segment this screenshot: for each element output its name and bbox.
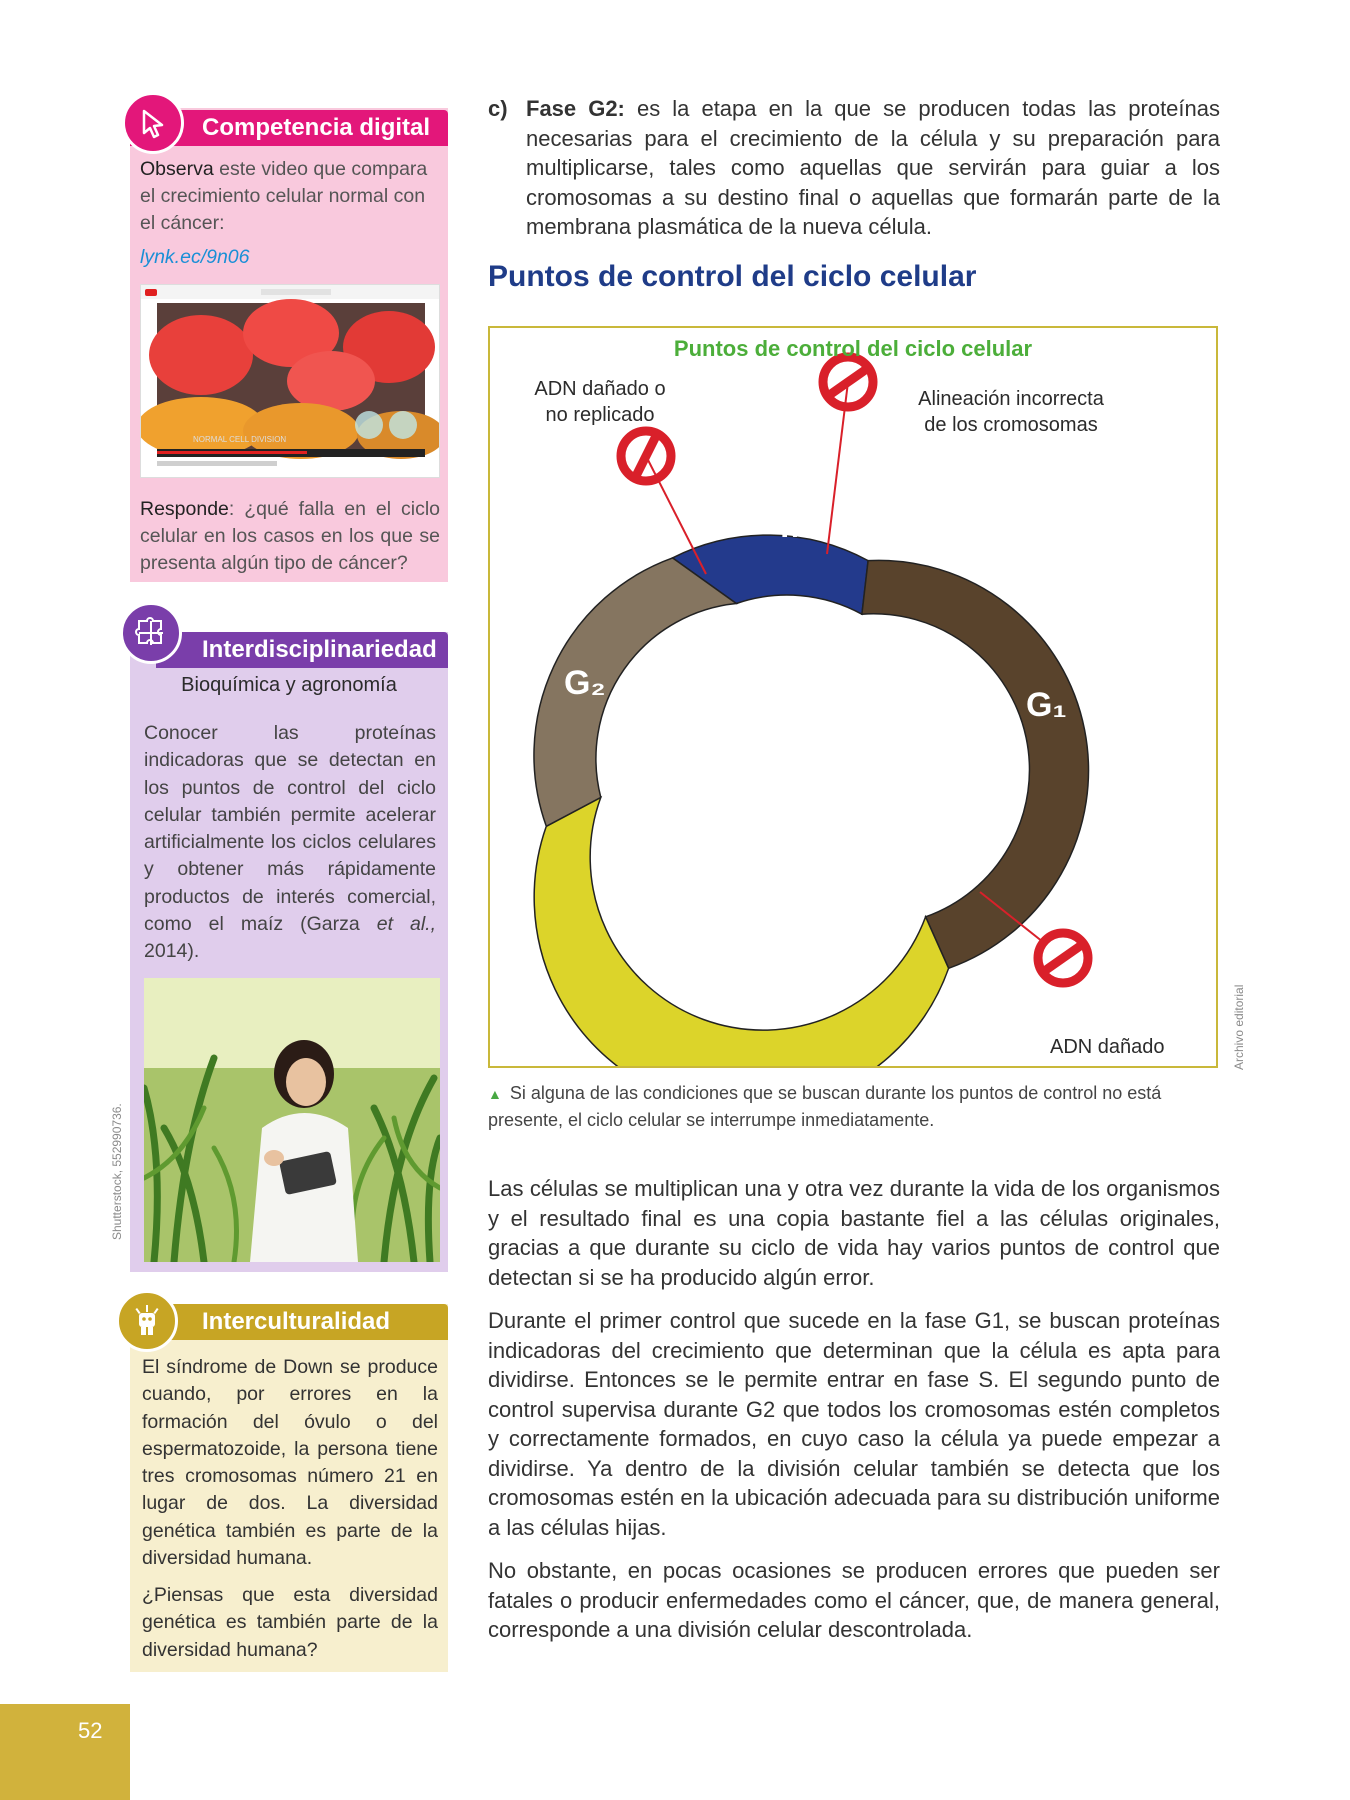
competencia-digital-title: Competencia digital xyxy=(202,114,431,141)
interdisciplinariedad-title: Interdisciplinariedad xyxy=(202,636,437,663)
stop-icon-g2 xyxy=(621,431,671,481)
interculturalidad-header xyxy=(150,1304,448,1340)
phase-label-s: S xyxy=(724,968,747,1006)
prompt-label: Responde xyxy=(140,498,229,520)
phase-label-g2: G₂ xyxy=(564,664,606,702)
checkpoint-g2-label xyxy=(530,376,670,428)
stop-icon-m xyxy=(823,357,873,407)
cursor-icon xyxy=(122,92,184,154)
intro-bold: Observa xyxy=(140,158,214,180)
fase-g2-bold: Fase G2: xyxy=(526,96,625,121)
video-caption: NORMAL CELL DIVISION xyxy=(193,435,287,444)
page-number-strip xyxy=(0,1704,130,1800)
fase-g2-item xyxy=(488,94,1220,242)
section-title: Puntos de control del ciclo celular xyxy=(488,260,977,293)
phase-g1-segment xyxy=(862,560,1089,968)
caption-triangle-icon: ▲ xyxy=(488,1086,502,1102)
stop-icon-g1 xyxy=(1038,933,1088,983)
page-number: 52 xyxy=(78,1718,103,1743)
checkpoint-g2-line2: no replicado xyxy=(545,404,655,426)
paragraph-2: Durante el primer control que sucede en la fase G1, se buscan proteínas indicadoras del crecimiento que determinan que la célula es apta para dividirse. Entonces se le permite entrar en fase S. El segundo punto de control supervisa durante G2 que todos los cromosomas estén completos y correctamente formados, en cuyo caso la célula ya puede empezar a dividirse. Ya dentro de la división celular también se detecta que los cromosomas estén en la ubicación adecuada para su distribución uniforme a las células hijas. xyxy=(488,1308,1220,1540)
competencia-digital-box xyxy=(130,108,448,582)
interdisciplinariedad-text xyxy=(144,720,436,966)
checkpoint-m-label xyxy=(886,386,1136,438)
interculturalidad-title: Interculturalidad xyxy=(202,1308,391,1335)
photo-credit: Shutterstock, 552990736. xyxy=(110,1103,124,1240)
inter-text-b: 2014). xyxy=(144,940,200,963)
fase-g2-body xyxy=(526,94,1220,242)
inter-text-italic: et al., xyxy=(376,913,436,936)
phase-s-segment xyxy=(534,797,948,1066)
cell-cycle-checkpoint-diagram xyxy=(488,326,1218,1068)
scientist-cornfield-photo xyxy=(144,978,440,1262)
paragraph-1: Las células se multiplican una y otra vez durante la vida de los organismos y el resultado final es una copia bastante fiel a las células originales, gracias a que durante su ciclo de vida hay varios puntos de control que detectan si se ha producido algún error. xyxy=(488,1176,1220,1290)
interdisciplinariedad-box xyxy=(130,632,448,1272)
caption-text: Si alguna de las condiciones que se buscan durante los puntos de control no está presente, el ciclo celular se interrumpe inmediatamente. xyxy=(488,1083,1162,1130)
competencia-digital-intro xyxy=(140,156,440,237)
figure-title: Puntos de control del ciclo celular xyxy=(673,336,1033,361)
phase-label-g1: G₁ xyxy=(1026,686,1067,724)
people-icon xyxy=(116,1290,178,1352)
figure-credit: Archivo editorial xyxy=(1232,984,1246,1070)
phase-label-m: M xyxy=(780,504,810,545)
figure-caption xyxy=(488,1080,1208,1133)
video-thumbnail[interactable] xyxy=(140,284,440,478)
interculturalidad-box xyxy=(130,1304,448,1672)
interculturalidad-question: ¿Piensas que esta diversidad genética es también parte de la diversidad humana? xyxy=(142,1584,438,1661)
inter-text-a: Conocer las proteínas indicadoras que se detectan en los puntos de control del ciclo celular también permite acelerar artificialmente los ciclos celulares y obtener más rápidamente productos de interés comercial, como el maíz (Garza xyxy=(144,722,436,936)
fase-g2-text: es la etapa en la que se producen todas las proteínas necesarias para el crecimiento de la célula y su preparación para multiplicarse, tales como aquellas que servirán para guiar a los cromosomas a su destino final o aquellas que formarán parte de la membrana plasmática de la nueva célula. xyxy=(526,96,1220,239)
interdisciplinariedad-header xyxy=(156,632,448,668)
interdisciplinariedad-subtitle: Bioquímica y agronomía xyxy=(181,674,397,696)
checkpoint-m-line1: Alineación incorrecta xyxy=(918,388,1104,410)
competencia-digital-prompt xyxy=(140,496,440,577)
checkpoint-g2-line1: ADN dañado o xyxy=(534,378,666,400)
prompt-rest: : ¿qué falla en el ciclo celular en los casos en los que se presenta algún tipo de cáncer? xyxy=(140,498,440,574)
paragraph-3: No obstante, en pocas ocasiones se producen errores que pueden ser fatales o producir enfermedades como el cáncer, que, de manera general, corresponde a una división celular descontrolada. xyxy=(488,1558,1220,1642)
puzzle-icon xyxy=(120,602,182,664)
checkpoint-m-line2: de los cromosomas xyxy=(924,414,1098,436)
fase-g2-label: c) xyxy=(488,96,508,121)
interculturalidad-text: El síndrome de Down se produce cuando, por errores en la formación del óvulo o del espermatozoide, la persona tiene tres cromosomas número 21 en lugar de dos. La diversidad genética también es parte de la diversidad humana. xyxy=(142,1356,438,1570)
intro-rest: este video que compara el crecimiento celular normal con el cáncer: xyxy=(140,158,428,234)
video-link[interactable]: lynk.ec/9n06 xyxy=(140,246,250,268)
checkpoint-g1-label: ADN dañado xyxy=(1050,1036,1165,1058)
